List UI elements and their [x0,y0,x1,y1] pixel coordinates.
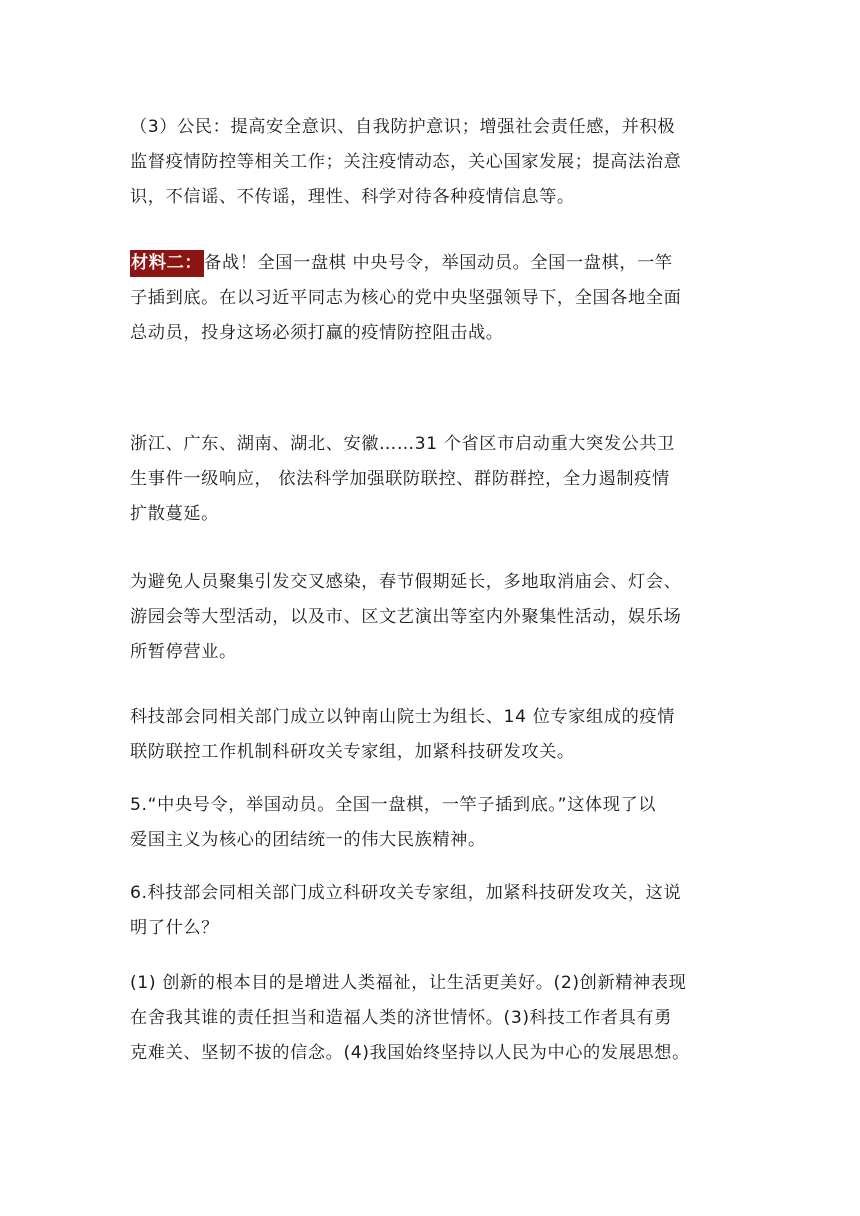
paragraph-line: 克难关、坚韧不拔的信念。(4)我国始终坚持以人民为中心的发展思想。 [130,1043,690,1063]
paragraph-line: (1) 创新的根本目的是增进人类福祉，让生活更美好。(2)创新精神表现 [130,973,687,993]
paragraph-line: 为避免人员聚集引发交叉感染，春节假期延长，多地取消庙会、灯会、 [130,572,682,592]
paragraph-line: 明了什么？ [130,918,219,938]
citizen-paragraph [130,110,730,215]
holiday-paragraph [130,565,730,670]
paragraph-line: 科技部会同相关部门成立以钟南山院士为组长、14 位专家组成的疫情 [130,707,675,727]
question-five-paragraph [130,788,730,858]
paragraph-line: 识，不信谣、不传谣，理性、科学对待各种疫情信息等。 [130,187,575,207]
paragraph-line: 生事件一级响应， 依法科学加强联防联控、群防群控，全力遏制疫情 [130,469,670,489]
paragraph-line: 游园会等大型活动，以及市、区文艺演出等室内外聚集性活动，娱乐场 [130,607,682,627]
paragraph-line: 所暂停营业。 [130,642,237,662]
paragraph-line: 扩散蔓延。 [130,504,219,524]
paragraph-line: 总动员，投身这场必须打赢的疫情防控阻击战。 [130,323,504,343]
ministry-paragraph [130,700,730,770]
paragraph-line: （3）公民：提高安全意识、自我防护意识；增强社会责任感，并积极 [130,117,676,137]
paragraph-line [130,246,730,281]
paragraph-line: 爱国主义为核心的团结统一的伟大民族精神。 [130,830,486,850]
answer-paragraph [130,966,730,1071]
paragraph-line: 5.“中央号令，举国动员。全国一盘棋，一竿子插到底。”这体现了以 [130,795,657,815]
paragraph-line: 子插到底。在以习近平同志为核心的党中央坚强领导下，全国各地全面 [130,288,682,308]
paragraph-line: 监督疫情防控等相关工作；关注疫情动态，关心国家发展；提高法治意 [130,152,682,172]
paragraph-line: 在舍我其谁的责任担当和造福人类的济世情怀。(3)科技工作者具有勇 [130,1008,672,1028]
paragraph-line: 浙江、广东、湖南、湖北、安徽……31 个省区市启动重大突发公共卫 [130,434,675,454]
paragraph-line: 联防联控工作机制科研攻关专家组，加紧科技研发攻关。 [130,742,575,762]
question-six-paragraph [130,876,730,946]
material-two-label: 材料二： [130,250,204,277]
material-two-first-line: 备战！全国一盘棋 中央号令，举国动员。全国一盘棋，一竿 [204,253,673,273]
paragraph-line: 6.科技部会同相关部门成立科研攻关专家组，加紧科技研发攻关，这说 [130,883,682,903]
provinces-paragraph [130,427,730,532]
material-two-paragraph [130,246,730,351]
